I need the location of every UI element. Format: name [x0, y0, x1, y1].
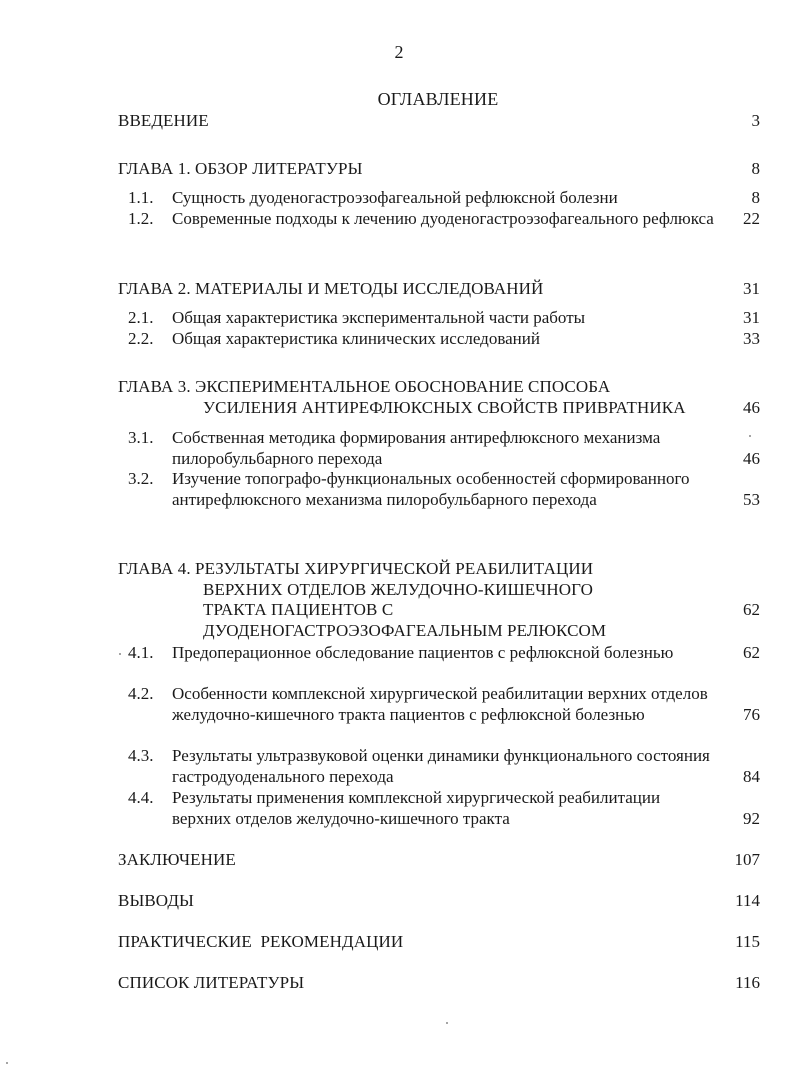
section-title: Современные подходы к лечению дуоденогастроэзофагеального рефлюкса [172, 209, 714, 228]
section-number: 1.2. [128, 209, 154, 228]
section-title: Результаты ультразвуковой оценки динамики функционального состояния гастродуоденального перехода [172, 746, 710, 786]
chapter-2-page: 31 [743, 279, 760, 298]
chapter-1-label: ГЛАВА 1. ОБЗОР ЛИТЕРАТУРЫ [118, 159, 363, 178]
section-title: Изучение топографо-функциональных особенностей сформированного антирефлюксного механизма пилоробульбарного перехода [172, 469, 690, 509]
scan-speck [119, 653, 121, 655]
toc-entry-section-4-2[interactable] [128, 684, 760, 725]
toc-entry-section-3-2[interactable] [128, 469, 760, 510]
conclusion-page: 107 [734, 850, 760, 869]
references-page: 116 [735, 973, 760, 992]
toc-entry-chapter-4[interactable] [118, 559, 760, 641]
section-page: 8 [751, 188, 760, 207]
toc-entry-section-1-2[interactable] [128, 209, 760, 230]
toc-entry-section-4-4[interactable] [128, 788, 760, 829]
references-label: СПИСОК ЛИТЕРАТУРЫ [118, 973, 305, 992]
scan-speck [749, 435, 751, 437]
section-number: 4.2. [128, 684, 154, 703]
findings-page: 114 [735, 891, 760, 910]
section-page: 31 [743, 308, 760, 327]
section-number: 4.3. [128, 746, 154, 765]
toc-entry-chapter-1[interactable] [118, 159, 760, 180]
section-page: 92 [743, 808, 760, 828]
page-number: 2 [394, 42, 404, 62]
toc-entry-references[interactable] [118, 973, 760, 994]
section-number: 3.2. [128, 469, 154, 488]
toc-entry-recommendations[interactable] [118, 932, 760, 953]
toc-entry-section-2-1[interactable] [128, 308, 760, 329]
toc-entry-chapter-2[interactable] [118, 279, 760, 300]
toc-title: ОГЛАВЛЕНИЕ [377, 89, 499, 109]
scan-speck [6, 1062, 8, 1064]
section-number: 2.2. [128, 329, 154, 348]
section-page: 76 [743, 704, 760, 724]
scan-speck [446, 1022, 448, 1024]
chapter-4-label-line-1: ГЛАВА 4. РЕЗУЛЬТАТЫ ХИРУРГИЧЕСКОЙ РЕАБИЛИТАЦИИ [118, 559, 594, 578]
recommendations-label: ПРАКТИЧЕСКИЕ РЕКОМЕНДАЦИИ [118, 932, 404, 951]
toc-entry-section-4-1[interactable] [128, 643, 760, 664]
toc-entry-section-1-1[interactable] [128, 188, 760, 209]
chapter-3-page: 46 [743, 397, 760, 417]
chapter-3-label-line-2: УСИЛЕНИЯ АНТИРЕФЛЮКСНЫХ СВОЙСТВ ПРИВРАТНИКА [203, 397, 686, 417]
chapter-3-label-line-1: ГЛАВА 3. ЭКСПЕРИМЕНТАЛЬНОЕ ОБОСНОВАНИЕ СПОСОБА [118, 377, 611, 396]
section-number: 4.1. [128, 643, 154, 662]
section-title: Собственная методика формирования антирефлюксного механизма пилоробульбарного перехода [172, 428, 661, 468]
intro-label: ВВЕДЕНИЕ [118, 111, 209, 130]
chapter-4-label-line-3: ТРАКТА ПАЦИЕНТОВ С [203, 600, 394, 619]
chapter-4-label-line-4: ДУОДЕНОГАСТРОЭЗОФАГЕАЛЬНЫМ РЕЛЮКСОМ [203, 620, 607, 640]
section-page: 22 [743, 209, 760, 228]
intro-page: 3 [751, 111, 760, 130]
toc-entry-conclusion[interactable] [118, 850, 760, 871]
chapter-2-label: ГЛАВА 2. МАТЕРИАЛЫ И МЕТОДЫ ИССЛЕДОВАНИЙ [118, 279, 544, 298]
toc-entry-section-2-2[interactable] [128, 329, 760, 350]
section-page: 53 [743, 489, 760, 509]
section-page: 84 [743, 766, 760, 786]
toc-entry-chapter-3[interactable] [118, 377, 760, 418]
toc-entry-section-3-1[interactable] [128, 428, 760, 469]
section-page: 46 [743, 448, 760, 468]
findings-label: ВЫВОДЫ [118, 891, 194, 910]
section-title: Предоперационное обследование пациентов с рефлюксной болезнью [172, 643, 674, 662]
chapter-1-page: 8 [751, 159, 760, 178]
chapter-4-label-line-2: ВЕРХНИХ ОТДЕЛОВ ЖЕЛУДОЧНО-КИШЕЧНОГО [203, 579, 593, 599]
section-number: 3.1. [128, 428, 154, 447]
section-title: Результаты применения комплексной хирургической реабилитации верхних отделов желудочно-кишечного тракта [172, 788, 661, 828]
section-title: Общая характеристика экспериментальной части работы [172, 308, 586, 327]
section-number: 1.1. [128, 188, 154, 207]
section-title: Общая характеристика клинических исследований [172, 329, 540, 348]
section-title: Особенности комплексной хирургической реабилитации верхних отделов желудочно-кишечного тракта пациентов с рефлюксной болезнью [172, 684, 708, 724]
section-title: Сущность дуоденогастроэзофагеальной рефлюксной болезни [172, 188, 618, 207]
toc-entry-section-4-3[interactable] [128, 746, 760, 787]
conclusion-label: ЗАКЛЮЧЕНИЕ [118, 850, 236, 869]
toc-entry-intro[interactable] [118, 111, 760, 132]
section-number: 4.4. [128, 788, 154, 807]
section-number: 2.1. [128, 308, 154, 327]
section-page: 33 [743, 329, 760, 348]
toc-entry-findings[interactable] [118, 891, 760, 912]
section-page: 62 [743, 643, 760, 662]
recommendations-page: 115 [735, 932, 760, 951]
chapter-4-page: 62 [743, 600, 760, 619]
